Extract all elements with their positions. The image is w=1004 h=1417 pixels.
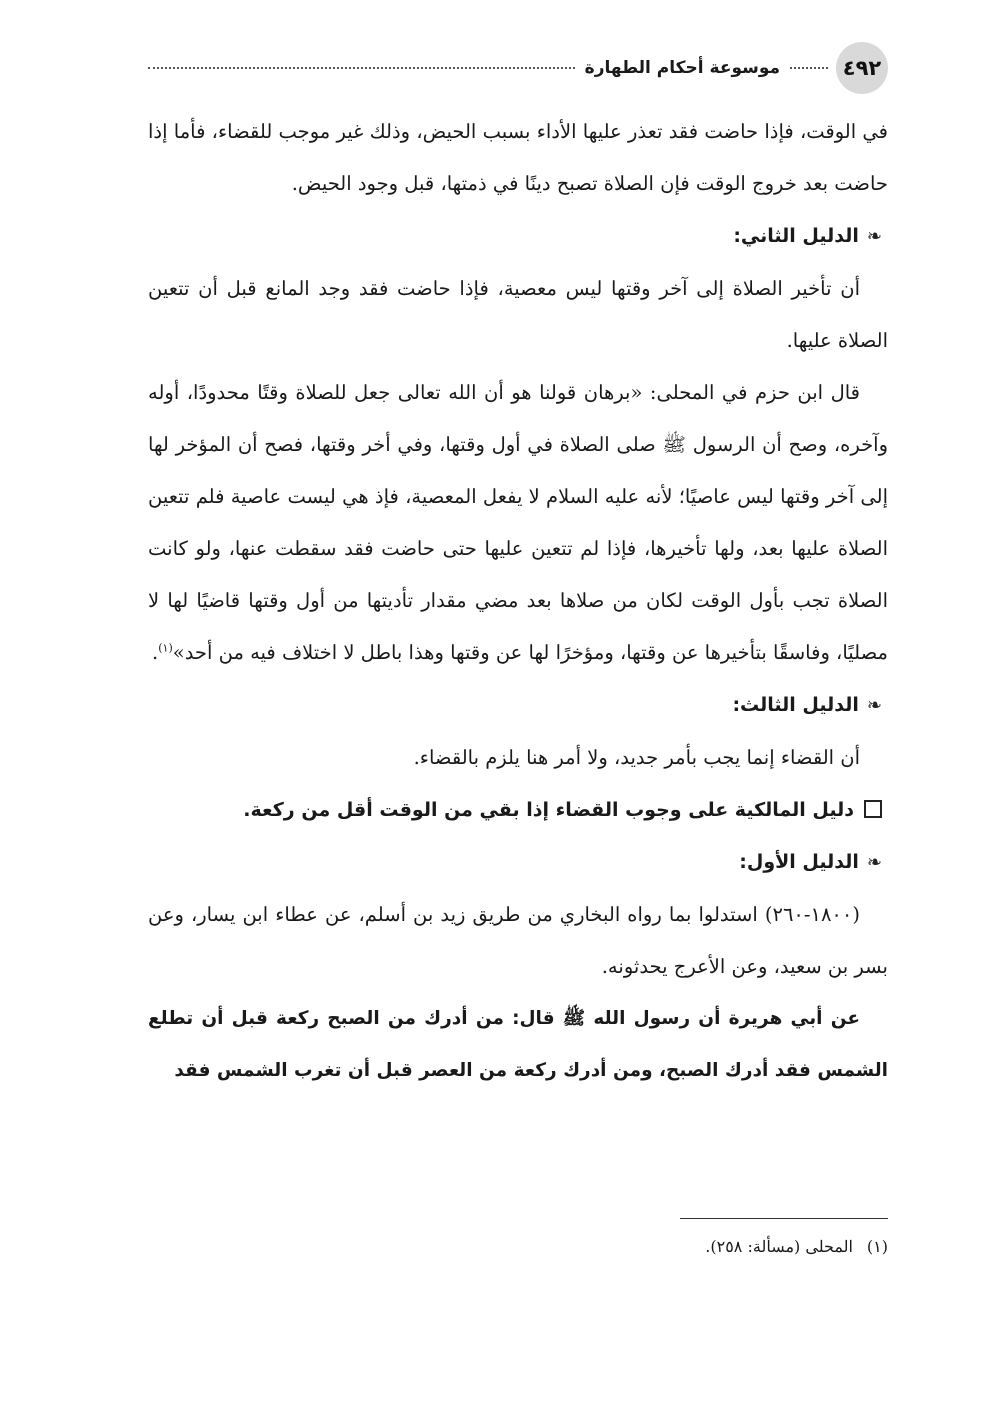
paragraph-5: (١٨٠٠-٢٦٠) استدلوا بما رواه البخاري من طريق زيد بن أسلم، عن عطاء ابن يسار، وعن بسر بن سعيد، وعن الأعرج يحدثونه. bbox=[148, 903, 888, 978]
paragraph-3: قال ابن حزم في المحلى: «برهان قولنا هو أن الله تعالى جعل للصلاة وقتًا محدودًا، أوله وآخره، وصح أن الرسول ﷺ صلى الصلاة في أول وقتها، وفي أخر وقتها، فصح أن المؤخر لها إلى آخر وقتها ليس عاصيًا؛ لأنه عليه السلام لا يفعل المعصية، فإذ هي ليست عاصية فلم تتعين الصلاة عليها بعد، ولها تأخيرها، فإذا لم تتعين عليها حتى حاضت فقد سقطت عنها، ولو كانت الصلاة تجب بأول الوقت لكان من صلاها بعد مضي مقدار تأديتها من أول وقتها قاضيًا لها لا مصليًا، وفاسقًا بتأخيرها عن وقتها، ومؤخرًا لها عن وقتها وهذا باطل لا اختلاف فيه من أحد»$^{(١)}$. bbox=[148, 381, 888, 664]
footnote-reference[interactable]: (١) bbox=[158, 641, 173, 655]
heading-first-evidence-label: الدليل الأول: bbox=[739, 851, 859, 873]
footnote-text: المحلى (مسألة: ٢٥٨). bbox=[705, 1237, 853, 1256]
footnote-number: (١) bbox=[866, 1237, 888, 1256]
paragraph-4: أن القضاء إنما يجب بأمر جديد، ولا أمر هنا يلزم بالقضاء. bbox=[413, 746, 860, 769]
running-title: موسوعة أحكام الطهارة bbox=[584, 58, 780, 78]
leaf-icon: ❧ bbox=[866, 852, 882, 873]
paragraph-1: في الوقت، فإذا حاضت فقد تعذر عليها الأداء بسبب الحيض، وذلك غير موجب للقضاء، فأما إذا حاضت بعد خروج الوقت فإن الصلاة تصبح دينًا في ذمتها، قبل وجود الحيض. bbox=[148, 120, 888, 195]
heading-second-evidence-label: الدليل الثاني: bbox=[733, 225, 859, 247]
page-number: ٤٩٢ bbox=[836, 42, 888, 94]
footnote-separator bbox=[680, 1218, 888, 1219]
ibn-hazm-quote: قال ابن حزم في المحلى: «برهان قولنا هو أن الله تعالى جعل للصلاة وقتًا محدودًا، أوله وآخره، وصح أن الرسول ﷺ صلى الصلاة في أول وقتها، وفي أخر وقتها، فصح أن المؤخر لها إلى آخر وقتها ليس عاصيًا؛ لأنه عليه السلام لا يفعل المعصية، فإذ هي ليست عاصية فلم تتعين الصلاة عليها بعد، ولها تأخيرها، فإذا لم تتعين عليها حتى حاضت فقد سقطت عنها، ولو كانت الصلاة تجب بأول الوقت لكان من صلاها بعد مضي مقدار تأديتها من أول وقتها قاضيًا لها لا مصليًا، وفاسقًا بتأخيرها عن وقتها، ومؤخرًا لها عن وقتها وهذا باطل لا اختلاف فيه من أحد» bbox=[148, 381, 888, 664]
footnote-1 bbox=[705, 1232, 888, 1262]
leaf-icon: ❧ bbox=[866, 695, 882, 716]
paragraph-2: أن تأخير الصلاة إلى آخر وقتها ليس معصية، فإذا حاضت فقد وجد المانع قبل أن تتعين الصلاة عليها. bbox=[148, 277, 888, 352]
footnote-area bbox=[148, 0, 888, 1417]
section-title-text: دليل المالكية على وجوب القضاء إذا بقي من الوقت أقل من ركعة. bbox=[243, 799, 854, 821]
hadith-text: عن أبي هريرة أن رسول الله ﷺ قال: من أدرك من الصبح ركعة قبل أن تطلع الشمس فقد أدرك الصبح، ومن أدرك ركعة من العصر قبل أن تغرب الشمس فقد bbox=[148, 1008, 888, 1081]
heading-third-evidence-label: الدليل الثالث: bbox=[732, 694, 859, 716]
leaf-icon: ❧ bbox=[866, 226, 882, 247]
